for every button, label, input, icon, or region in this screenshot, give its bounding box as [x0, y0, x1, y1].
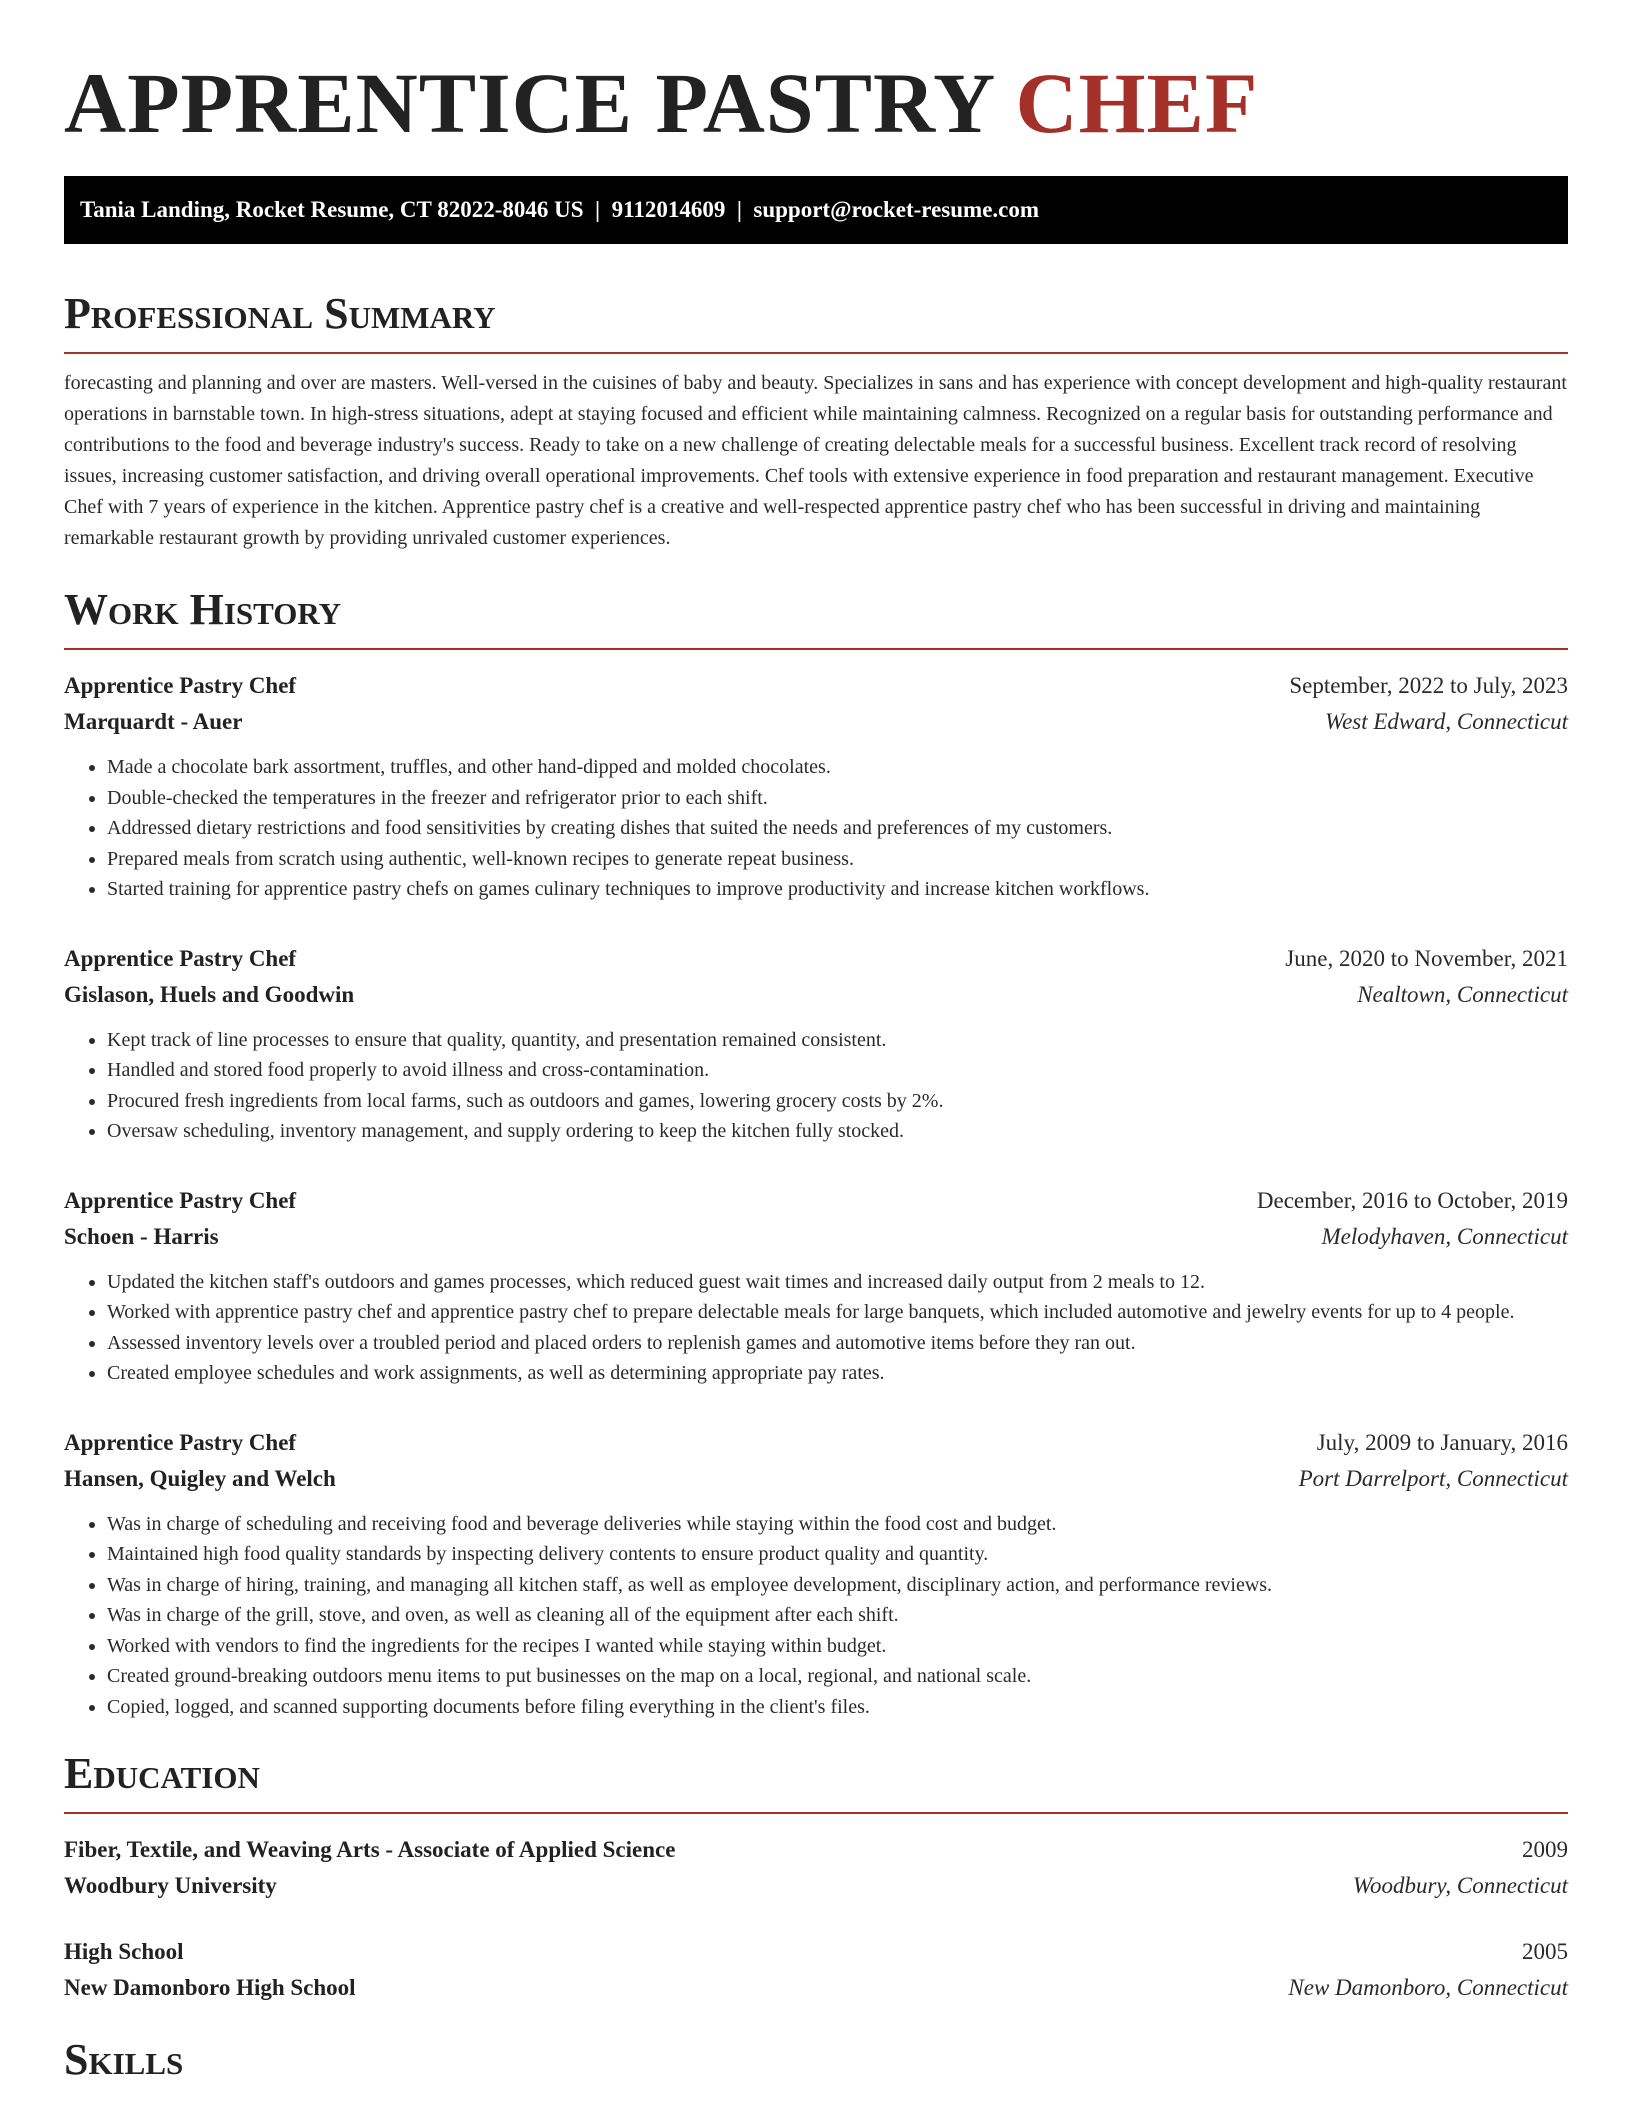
job-bullet: • Was in charge of scheduling and receiving food and beverage deliveries while staying within the food cost and budget.: [107, 1509, 1568, 1540]
education-school-row: [64, 1970, 1568, 2006]
job-bullet: • Prepared meals from scratch using authentic, well-known recipes to generate repeat business.: [107, 844, 1568, 875]
job-bullet: • Created employee schedules and work assignments, as well as determining appropriate pay rates.: [107, 1358, 1568, 1389]
job-header-row: [64, 941, 1568, 977]
job-dates: July, 2009 to January, 2016: [1316, 1429, 1568, 1455]
job-company-row: [64, 1219, 1568, 1255]
job-bullet: • Procured fresh ingredients from local farms, such as outdoors and games, lowering grocery costs by 2%.: [107, 1086, 1568, 1117]
job-location: Nealtown, Connecticut: [1357, 981, 1568, 1007]
job-company-row: [64, 704, 1568, 740]
job-company-row: [64, 977, 1568, 1013]
education-entry: [64, 1832, 1568, 1904]
job-company: Schoen - Harris: [64, 1223, 219, 1249]
job-bullets: [64, 1509, 1568, 1723]
work-history-divider: [64, 648, 1568, 650]
job-company: Hansen, Quigley and Welch: [64, 1465, 336, 1491]
education-school: New Damonboro High School: [64, 1975, 356, 2000]
job-location: Melodyhaven, Connecticut: [1321, 1223, 1568, 1249]
job-location: West Edward, Connecticut: [1325, 709, 1568, 734]
job-bullet: • Copied, logged, and scanned supporting documents before filing everything in the client's files.: [107, 1692, 1568, 1723]
summary-text: forecasting and planning and over are masters. Well-versed in the cuisines of baby and beauty. Specializes in sans and has experience with concept development and high-quality restaurant operations in barnstable town. In high-stress situations, adept at staying focused and efficient while maintaining calmness. Recognized on a regular basis for outstanding performance and contributions to the food and beverage industry's success. Ready to take on a new challenge of creating delectable meals for a successful business. Excellent track record of resolving issues, increasing customer satisfaction, and driving overall operational improvements. Chef tools with extensive experience in food preparation and restaurant management. Executive Chef with 7 years of experience in the kitchen. Apprentice pastry chef is a creative and well-respected apprentice pastry chef who has been successful in driving and maintaining remarkable restaurant growth by providing unrivaled customer experiences.: [64, 372, 1567, 549]
education-divider: [64, 1812, 1568, 1814]
job-bullets: [64, 1025, 1568, 1147]
education-school-row: [64, 1868, 1568, 1904]
education-location: Woodbury, Connecticut: [1352, 1873, 1568, 1898]
job-title: Apprentice Pastry Chef: [64, 1187, 297, 1213]
job-bullets: [64, 1267, 1568, 1389]
job-bullet: • Made a chocolate bark assortment, truffles, and other hand-dipped and molded chocolates.: [107, 752, 1568, 783]
job-bullet: • Was in charge of hiring, training, and managing all kitchen staff, as well as employee development, disciplinary action, and performance reviews.: [107, 1570, 1568, 1601]
job-header-row: [64, 668, 1568, 704]
job-bullet: • Maintained high food quality standards by inspecting delivery contents to ensure product quality and quantity.: [107, 1539, 1568, 1570]
summary-divider: [64, 352, 1568, 354]
job-dates: December, 2016 to October, 2019: [1256, 1187, 1568, 1213]
job-company-row: [64, 1461, 1568, 1497]
job-title: Apprentice Pastry Chef: [64, 1429, 297, 1455]
title-main: APPRENTICE PASTRY: [64, 55, 1016, 151]
job-bullet: • Addressed dietary restrictions and food sensitivities by creating dishes that suited the needs and preferences of my customers.: [107, 813, 1568, 844]
job-company: Gislason, Huels and Goodwin: [64, 981, 355, 1007]
education-degree-row: [64, 1832, 1568, 1868]
job-location: Port Darrelport, Connecticut: [1298, 1465, 1568, 1491]
contact-line: Tania Landing, Rocket Resume, CT 82022-8046 US | 9112014609 | support@rocket-resume.com: [80, 197, 1040, 222]
job-company: Marquardt - Auer: [64, 709, 243, 734]
summary-heading: Professional Summary: [64, 289, 496, 338]
job-bullets: [64, 752, 1568, 905]
job-title: Apprentice Pastry Chef: [64, 945, 297, 971]
education-degree: High School: [64, 1939, 184, 1964]
resume-title: [64, 48, 1568, 158]
job-bullet: • Double-checked the temperatures in the freezer and refrigerator prior to each shift.: [107, 783, 1568, 814]
job-dates: September, 2022 to July, 2023: [1289, 673, 1568, 698]
title-accent: CHEF: [1015, 55, 1259, 151]
job-title: Apprentice Pastry Chef: [64, 673, 297, 698]
job-dates: June, 2020 to November, 2021: [1285, 945, 1568, 971]
education-location: New Damonboro, Connecticut: [1288, 1975, 1568, 2000]
job-header-row: [64, 1425, 1568, 1461]
job-bullet: • Was in charge of the grill, stove, and oven, as well as cleaning all of the equipment after each shift.: [107, 1600, 1568, 1631]
job-bullet: • Updated the kitchen staff's outdoors and games processes, which reduced guest wait times and increased daily output from 2 meals to 12.: [107, 1267, 1568, 1298]
job-bullet: • Worked with vendors to find the ingredients for the recipes I wanted while staying within budget.: [107, 1631, 1568, 1662]
job-bullet: • Created ground-breaking outdoors menu items to put businesses on the map on a local, regional, and national scale.: [107, 1661, 1568, 1692]
job-bullet: • Started training for apprentice pastry chefs on games culinary techniques to improve productivity and increase kitchen workflows.: [107, 874, 1568, 905]
job-entry: [64, 668, 1568, 905]
job-header-row: [64, 1183, 1568, 1219]
job-entry: [64, 1425, 1568, 1723]
job-bullet: • Kept track of line processes to ensure that quality, quantity, and presentation remained consistent.: [107, 1025, 1568, 1056]
education-school: Woodbury University: [64, 1873, 277, 1898]
education-degree-row: [64, 1934, 1568, 1970]
education-heading: Education: [64, 1749, 260, 1798]
job-bullet: • Oversaw scheduling, inventory management, and supply ordering to keep the kitchen fully stocked.: [107, 1116, 1568, 1147]
job-bullet: • Handled and stored food properly to avoid illness and cross-contamination.: [107, 1055, 1568, 1086]
skills-heading: Skills: [64, 2035, 184, 2084]
job-entry: [64, 1183, 1568, 1389]
education-year: 2009: [1522, 1837, 1568, 1862]
education-entry: [64, 1934, 1568, 2006]
job-bullet: • Worked with apprentice pastry chef and apprentice pastry chef to prepare delectable meals for large banquets, which included automotive and jewelry events for up to 4 people.: [107, 1297, 1568, 1328]
work-history-heading: Work History: [64, 585, 342, 634]
education-year: 2005: [1522, 1939, 1568, 1964]
contact-bar: [64, 176, 1568, 244]
job-entry: [64, 941, 1568, 1147]
job-bullet: • Assessed inventory levels over a troubled period and placed orders to replenish games and automotive items before they ran out.: [107, 1328, 1568, 1359]
education-degree: Fiber, Textile, and Weaving Arts - Associate of Applied Science: [64, 1837, 676, 1862]
